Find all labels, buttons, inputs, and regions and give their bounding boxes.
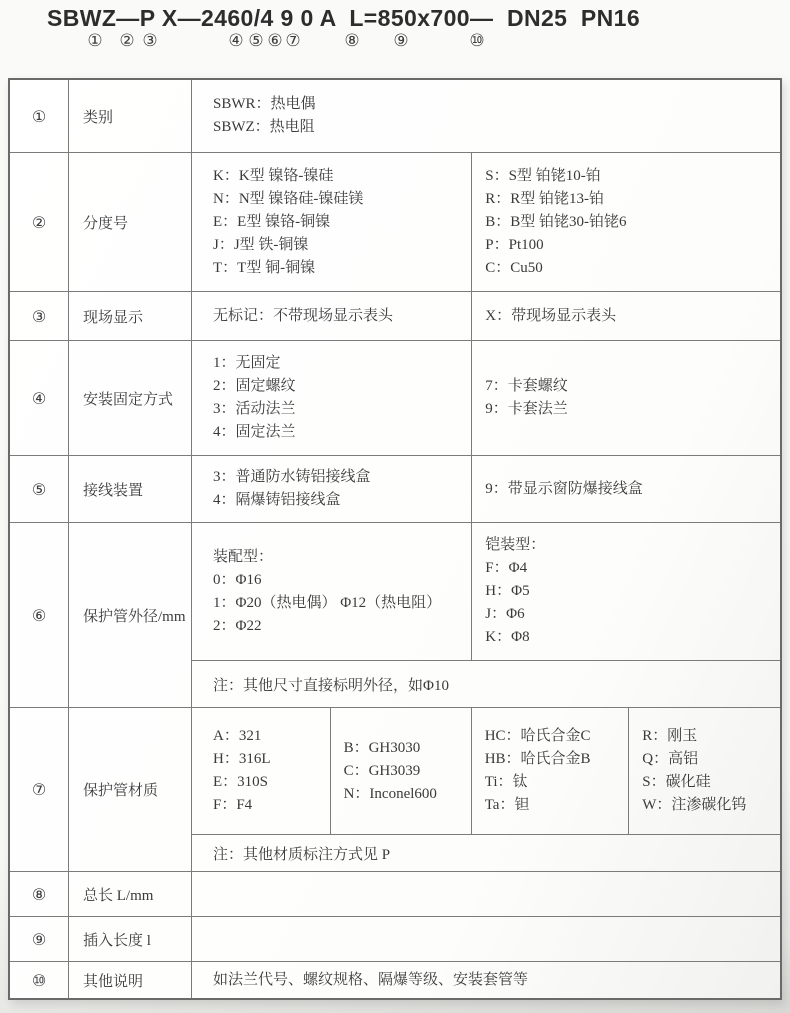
table-row <box>10 522 780 707</box>
row-content <box>192 523 780 707</box>
value-cell <box>628 708 780 834</box>
value-line: 4：固定法兰 <box>213 424 296 440</box>
value-cell <box>192 292 471 340</box>
value-line: 2：Φ22 <box>213 617 262 634</box>
table-row <box>10 455 780 522</box>
row-content <box>192 80 780 152</box>
code-marker: ④ <box>228 31 244 51</box>
value-line: A：321 <box>213 728 262 744</box>
value-line: F：F4 <box>213 797 253 813</box>
row-content <box>192 456 780 522</box>
row-main <box>192 80 780 152</box>
value-line: 无标记：不带现场显示表头 <box>213 307 394 324</box>
value-line: S：S型 铂铑10-铂 <box>485 167 601 184</box>
value-line: B：B型 铂铑30-铂铑6 <box>485 213 627 230</box>
row-main <box>192 153 780 291</box>
row-number: ⑤ <box>10 456 69 522</box>
row-number: ① <box>10 80 69 152</box>
row-content <box>192 962 780 998</box>
value-cell <box>192 962 780 998</box>
value-line: N：Inconel600 <box>343 785 437 802</box>
value-line: N：N型 镍铬硅-镍硅镁 <box>213 190 364 207</box>
row-number: ⑩ <box>10 962 69 998</box>
model-code-title: SBWZ—P X—2460/4 9 0 A L=850x700— DN25 PN16 <box>47 5 641 31</box>
row-content <box>192 917 780 961</box>
row-content <box>192 708 780 871</box>
code-marker: ② <box>119 31 135 51</box>
value-line: P：Pt100 <box>485 236 544 253</box>
value-line: Q：高铝 <box>642 751 699 767</box>
row-main <box>192 523 780 660</box>
value-line: HB：哈氏合金B <box>484 751 591 767</box>
row-label: 类别 <box>69 80 192 152</box>
value-line: E：E型 镍铬-铜镍 <box>213 213 331 230</box>
table-row <box>10 291 780 340</box>
code-marker: ① <box>87 31 103 51</box>
value-line: 装配型： <box>213 548 274 565</box>
row-number: ② <box>10 153 69 291</box>
row-main <box>192 341 780 455</box>
row-number: ⑥ <box>10 523 69 707</box>
value-line: E：310S <box>213 774 269 790</box>
row-label: 现场显示 <box>69 292 192 340</box>
value-line: H：316L <box>213 751 271 767</box>
value-line: J：Φ6 <box>485 606 525 622</box>
code-marker: ⑧ <box>344 31 360 51</box>
row-content <box>192 872 780 916</box>
value-line: R：R型 铂铑13-铂 <box>485 190 605 207</box>
row-label: 接线装置 <box>69 456 192 522</box>
value-line: S：碳化硅 <box>642 774 711 790</box>
value-line: 7：卡套螺纹 <box>485 378 568 394</box>
value-line: F：Φ4 <box>485 560 528 576</box>
code-marker: ③ <box>142 31 158 51</box>
table-row <box>10 871 780 916</box>
row-label: 其他说明 <box>69 962 192 998</box>
value-cell <box>471 292 780 340</box>
value-line: Ti：钛 <box>484 774 528 790</box>
code-marker: ⑨ <box>393 31 409 51</box>
code-marker: ⑤ <box>248 31 264 51</box>
code-marker: ⑥ <box>267 31 283 51</box>
value-line: R：刚玉 <box>642 728 698 744</box>
code-marker: ⑩ <box>469 31 485 51</box>
value-line: C：GH3039 <box>343 762 421 779</box>
value-cell <box>192 80 780 152</box>
value-cell <box>192 872 780 916</box>
row-label: 保护管材质 <box>69 708 192 871</box>
value-cell <box>471 708 629 834</box>
row-main <box>192 292 780 340</box>
table-row <box>10 80 780 152</box>
value-line: 如法兰代号、螺纹规格、隔爆等级、安装套管等 <box>213 971 529 988</box>
value-line: SBWZ：热电阻 <box>213 119 315 135</box>
row-main <box>192 708 780 834</box>
row-main <box>192 872 780 916</box>
value-line: HC：哈氏合金C <box>484 728 591 744</box>
row-label: 分度号 <box>69 153 192 291</box>
value-line: 9：卡套法兰 <box>485 401 568 417</box>
value-cell <box>192 341 471 455</box>
row-number: ③ <box>10 292 69 340</box>
value-line: 9：带显示窗防爆接线盒 <box>485 480 643 497</box>
value-line: X：带现场显示表头 <box>485 307 617 324</box>
value-cell <box>330 708 471 834</box>
table-row <box>10 340 780 455</box>
value-cell <box>192 523 471 660</box>
value-line: H：Φ5 <box>485 583 530 599</box>
value-cell <box>192 153 471 291</box>
value-line: J：J型 铁-铜镍 <box>213 236 309 253</box>
table-row <box>10 707 780 871</box>
row-main <box>192 917 780 961</box>
row-content <box>192 153 780 291</box>
value-line: C：Cu50 <box>485 259 543 276</box>
value-line: B：GH3030 <box>343 739 421 756</box>
row-label: 总长 L/mm <box>69 872 192 916</box>
row-number: ⑨ <box>10 917 69 961</box>
value-line: K：K型 镍铬-镍硅 <box>213 167 334 184</box>
value-line: 2：固定螺纹 <box>213 378 296 394</box>
value-line: 1：Φ20（热电偶） Φ12（热电阻） <box>213 594 442 611</box>
value-cell <box>192 456 471 522</box>
note-cell: 注：其他材质标注方式见 P <box>192 834 780 871</box>
value-cell <box>192 917 780 961</box>
row-number: ④ <box>10 341 69 455</box>
row-number: ⑦ <box>10 708 69 871</box>
table-row <box>10 961 780 998</box>
spec-table <box>8 78 782 1000</box>
code-markers-row <box>0 31 790 55</box>
value-line: 0：Φ16 <box>213 571 262 588</box>
code-marker: ⑦ <box>285 31 301 51</box>
value-line: 1：无固定 <box>213 355 281 371</box>
row-main <box>192 456 780 522</box>
table-row <box>10 152 780 291</box>
row-label: 安装固定方式 <box>69 341 192 455</box>
table-row <box>10 916 780 961</box>
row-label: 保护管外径/mm <box>69 523 192 707</box>
row-main <box>192 962 780 998</box>
note-cell: 注：其他尺寸直接标明外径，如Φ10 <box>192 660 780 707</box>
value-line: K：Φ8 <box>485 629 530 645</box>
value-line: 3：活动法兰 <box>213 401 296 417</box>
value-cell <box>192 708 330 834</box>
value-line: 4：隔爆铸铝接线盒 <box>213 492 341 508</box>
row-label: 插入长度 l <box>69 917 192 961</box>
value-cell <box>471 523 780 660</box>
value-line: SBWR：热电偶 <box>213 96 316 112</box>
value-line: W：注渗碳化钨 <box>642 797 747 813</box>
row-content <box>192 341 780 455</box>
row-content <box>192 292 780 340</box>
value-line: 3：普通防水铸铝接线盒 <box>213 469 371 485</box>
row-number: ⑧ <box>10 872 69 916</box>
value-line: 铠装型： <box>485 537 546 553</box>
value-cell <box>471 341 780 455</box>
value-cell <box>471 456 780 522</box>
value-line: T：T型 铜-铜镍 <box>213 259 316 276</box>
value-line: Ta：钽 <box>484 797 530 813</box>
value-cell <box>471 153 780 291</box>
